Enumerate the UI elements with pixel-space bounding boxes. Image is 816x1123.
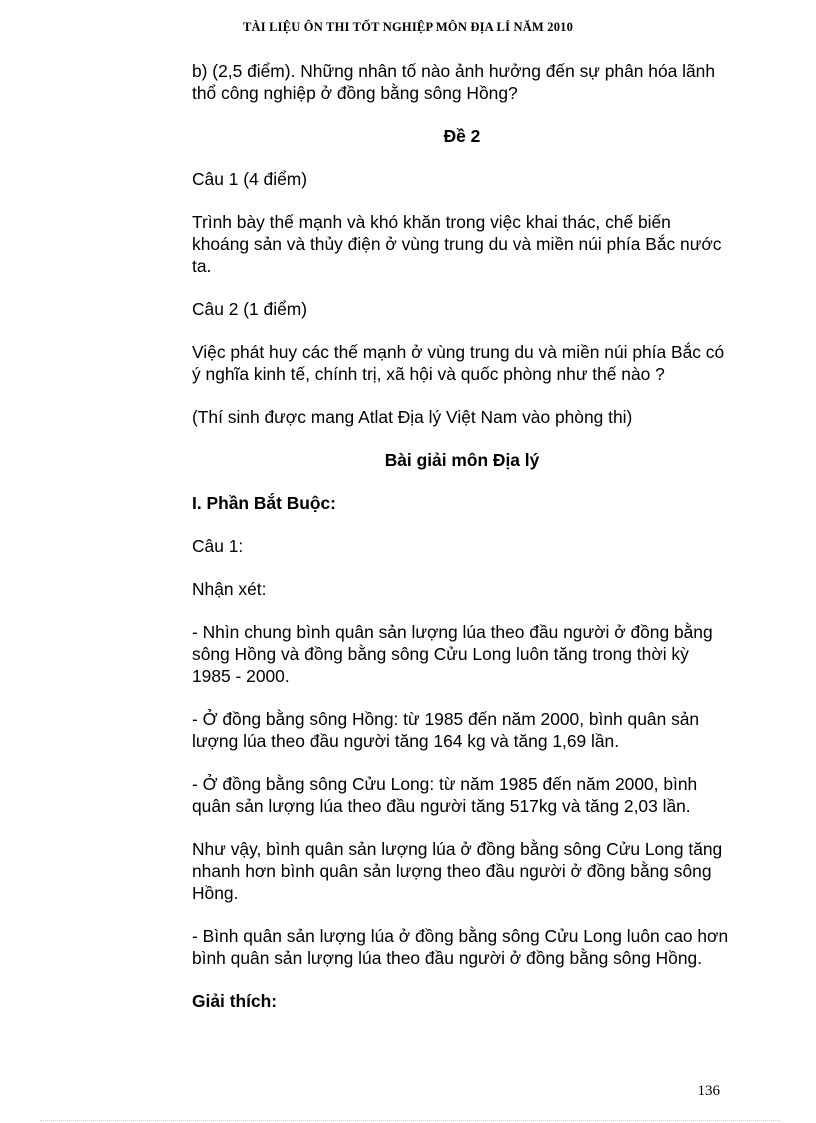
question-1-text: Trình bày thế mạnh và khó khăn trong việc khai thác, chế biến khoáng sản và thủy điện ở vùng trung du và miền núi phía Bắc nước ta. (192, 212, 722, 276)
page-number: 136 (697, 1083, 720, 1099)
document-body (192, 60, 732, 1033)
question-2-heading: Câu 2 (1 điểm) (192, 299, 308, 319)
page-header: TÀI LIỆU ÔN THI TỐT NGHIỆP MÔN ĐỊA LÍ NĂM 2010 (242, 20, 574, 34)
question-2-text: Việc phát huy các thế mạnh ở vùng trung du và miền núi phía Bắc có ý nghĩa kinh tế, chính trị, xã hội và quốc phòng như thế nào ? (192, 342, 725, 384)
remarks-heading: Nhận xét: (192, 579, 267, 599)
remark-paragraph: - Ở đồng bằng sông Cửu Long: từ năm 1985 đến năm 2000, bình quân sản lượng lúa theo đầu người tăng 517kg và tăng 2,03 lần. (192, 774, 698, 816)
footer-divider (40, 1120, 780, 1121)
remark-paragraph: - Nhìn chung bình quân sản lượng lúa theo đầu người ở đồng bằng sông Hồng và đồng bằng sông Cửu Long luôn tăng trong thời kỳ 1985 - 2000. (192, 622, 713, 686)
remark-paragraph: Như vậy, bình quân sản lượng lúa ở đồng bằng sông Cửu Long tăng nhanh hơn bình quân sản lượng theo đầu người ở đồng bằng sông Hồng. (192, 839, 723, 903)
exam-note: (Thí sinh được mang Atlat Địa lý Việt Nam vào phòng thi) (192, 407, 633, 427)
remark-paragraph: - Ở đồng bằng sông Hồng: từ 1985 đến năm 2000, bình quân sản lượng lúa theo đầu người tăng 164 kg và tăng 1,69 lần. (192, 709, 700, 751)
exam-title-de-2: Đề 2 (443, 126, 481, 146)
remark-paragraph: - Bình quân sản lượng lúa ở đồng bằng sông Cửu Long luôn cao hơn bình quân sản lượng lúa theo đầu người ở đồng bằng sông Hồng. (192, 926, 729, 968)
question-1-heading: Câu 1 (4 điểm) (192, 169, 308, 189)
solution-title: Bài giải môn Địa lý (384, 450, 540, 470)
answer-1-heading: Câu 1: (192, 536, 244, 556)
explanation-heading: Giải thích: (192, 991, 278, 1011)
question-b-text: b) (2,5 điểm). Những nhân tố nào ảnh hưởng đến sự phân hóa lãnh thổ công nghiệp ở đồng bằng sông Hồng? (192, 61, 715, 103)
section-heading-mandatory: I. Phần Bắt Buộc: (192, 493, 336, 513)
